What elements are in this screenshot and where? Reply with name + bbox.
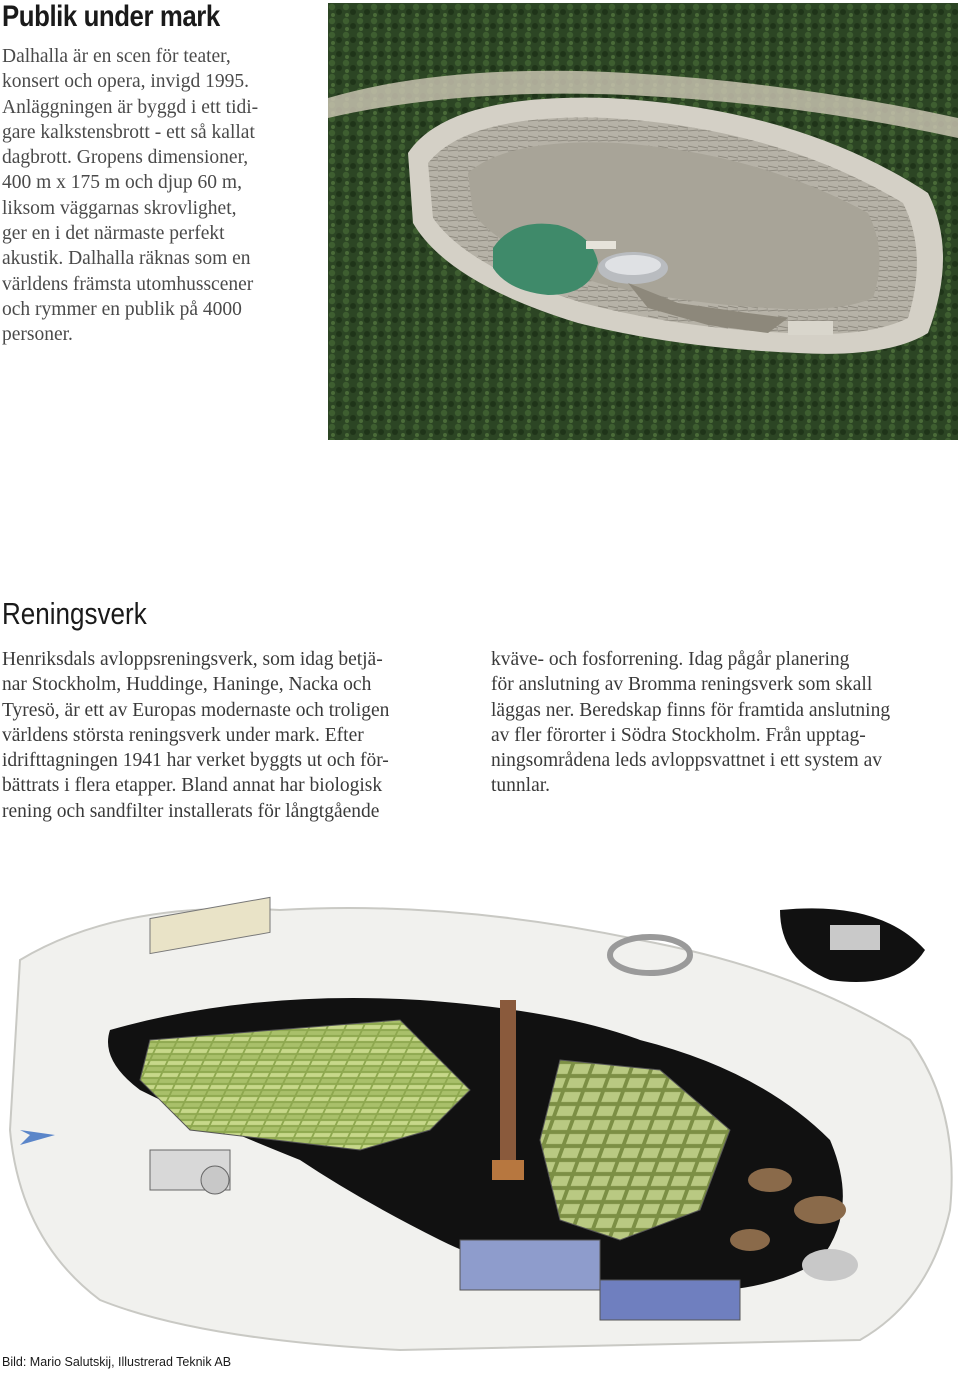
body-line: bättrats i flera etapper. Bland annat har biologisk: [2, 775, 383, 797]
body-line: för anslutning av Bromma reningsverk som skall: [491, 674, 873, 696]
intro-line: Anläggningen är byggd i ett tidi-: [2, 96, 259, 118]
image-credit: Bild: Mario Salutskij, Illustrerad Teknik AB: [2, 1355, 232, 1369]
intro-line: konsert och opera, invigd 1995.: [2, 71, 249, 93]
intro-line: ger en i det närmaste perfekt: [2, 223, 225, 245]
intro-line: liksom väggarnas skrovlighet,: [2, 197, 237, 219]
intro-line: personer.: [2, 324, 73, 346]
body-line: Tyresö, är ett av Europas modernaste och troligen: [2, 699, 390, 721]
intro-line: världens främsta utomhusscener: [2, 273, 254, 295]
quarry-aerial-photo: [328, 3, 958, 440]
treatment-plant-illustration: [0, 880, 960, 1360]
body-line: kväve- och fosforrening. Idag pågår planering: [491, 649, 850, 670]
intro-line: dagbrott. Gropens dimensioner,: [2, 147, 249, 169]
body-line: rening och sandfilter installerats för långtgående: [2, 800, 380, 822]
intro-line: gare kalkstensbrott - ett så kallat: [2, 121, 255, 143]
intro-line: akustik. Dalhalla räknas som en: [2, 248, 251, 270]
body-line: ningsområdena leds avloppsvattnet i ett system av: [491, 750, 882, 772]
body-line: tunnlar.: [491, 775, 551, 797]
intro-line: 400 m x 175 m och djup 60 m,: [2, 172, 242, 194]
body-column-left: [2, 647, 472, 824]
section-title-reningsverk: Reningsverk: [2, 596, 147, 631]
intro-line: Dalhalla är en scen för teater,: [2, 46, 231, 67]
body-line: nar Stockholm, Huddinge, Haninge, Nacka och: [2, 674, 372, 696]
body-line: av fler förorter i Södra Stockholm. Från upptag-: [491, 724, 866, 746]
intro-line: och rymmer en publik på 4000: [2, 298, 242, 320]
intro-paragraph: [2, 44, 312, 348]
section-title-publik: Publik under mark: [2, 0, 220, 33]
body-line: idrifttagningen 1941 har verket byggts ut och för-: [2, 750, 389, 772]
body-line: världens största reningsverk under mark. Efter: [2, 724, 364, 746]
body-line: läggas ner. Beredskap finns för framtida anslutning: [491, 699, 891, 721]
body-column-right: [491, 647, 956, 799]
body-line: Henriksdals avloppsreningsverk, som idag betjä-: [2, 649, 383, 670]
